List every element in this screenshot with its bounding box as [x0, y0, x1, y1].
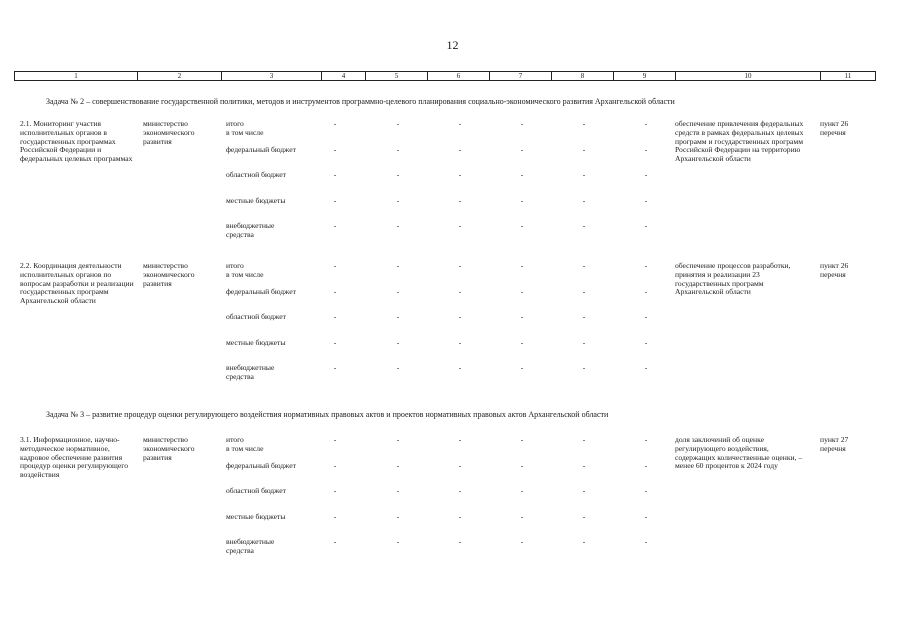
amount-cell: - — [582, 170, 586, 179]
funding-label: внебюджетные средства — [226, 221, 275, 239]
amount-cell: - — [396, 363, 400, 372]
funding-row — [226, 537, 648, 564]
amount-cell: - — [644, 363, 648, 372]
amount-cell: - — [520, 170, 524, 179]
amount-cell: - — [644, 537, 648, 546]
amount-cell: - — [458, 261, 462, 270]
funding-sources — [226, 435, 648, 564]
expected-result: обеспечение привлечения федеральных средств в рамках федеральных целевых программ и государственных программ Российской Федерации на территорию Архангельской области — [675, 119, 804, 164]
amount-cell: - — [520, 312, 524, 321]
amount-cell: - — [396, 337, 400, 347]
amount-cell: - — [520, 537, 524, 546]
amount-cell: - — [458, 363, 462, 372]
funding-label: местные бюджеты — [226, 337, 286, 347]
amount-cell: - — [582, 363, 586, 372]
amount-cell: - — [333, 170, 337, 179]
amount-cell: - — [458, 195, 462, 205]
amount-cell: - — [458, 337, 462, 347]
amount-cell: - — [644, 195, 648, 205]
header-col-1: 1 — [15, 72, 138, 81]
funding-row — [226, 363, 648, 390]
amount-cell: - — [520, 435, 524, 444]
amount-cell: - — [582, 312, 586, 321]
reference: пункт 26 перечня — [820, 119, 849, 137]
amount-cell: - — [333, 144, 337, 154]
amount-cell: - — [333, 337, 337, 347]
funding-label: федеральный бюджет — [226, 144, 296, 154]
activity-name: 2.1. Мониторинг участия исполнительных органов в государственных программах Российской Федерации и федеральных целевых программах — [20, 119, 133, 164]
header-col-4: 4 — [322, 72, 366, 81]
amount-cell: - — [396, 312, 400, 321]
amount-cell: - — [458, 312, 462, 321]
amount-cell: - — [644, 144, 648, 154]
funding-label: итого в том числе — [226, 261, 264, 279]
amount-cell: - — [520, 363, 524, 372]
expected-result: доля заключений об оценке регулирующего воздействия, содержащих количественные оценки, – менее 60 процентов к 2024 году — [675, 435, 803, 471]
funding-label: местные бюджеты — [226, 511, 286, 521]
amount-cell: - — [458, 286, 462, 296]
executor: министерство экономического развития — [143, 119, 195, 146]
activity-name: 3.1. Информационное, научно-методическое нормативное, кадровое обеспечение развития процедур оценки регулирующего воздействия — [20, 435, 128, 480]
reference: пункт 27 перечня — [820, 435, 849, 453]
amount-cell: - — [458, 486, 462, 495]
header-col-11: 11 — [821, 72, 876, 81]
funding-label: областной бюджет — [226, 170, 286, 179]
amount-cell: - — [396, 537, 400, 546]
amount-cell: - — [396, 486, 400, 495]
amount-cell: - — [644, 511, 648, 521]
funding-label: итого в том числе — [226, 435, 264, 453]
amount-cell: - — [458, 511, 462, 521]
funding-row — [226, 119, 648, 146]
amount-cell: - — [582, 144, 586, 154]
executor: министерство экономического развития — [143, 435, 195, 462]
amount-cell: - — [333, 119, 337, 128]
amount-cell: - — [644, 221, 648, 230]
expected-result: обеспечение процессов разработки, принятия и реализации 23 государственных программ Архангельской области — [675, 261, 791, 297]
funding-row — [226, 460, 648, 488]
task-title: Задача № 2 – совершенствование государственной политики, методов и инструментов программно-целевого планирования социально-экономического развития Архангельской области — [46, 97, 675, 106]
amount-cell: - — [396, 221, 400, 230]
amount-cell: - — [333, 460, 337, 470]
amount-cell: - — [396, 119, 400, 128]
amount-cell: - — [333, 435, 337, 444]
amount-cell: - — [644, 486, 648, 495]
funding-label: областной бюджет — [226, 312, 286, 321]
amount-cell: - — [458, 144, 462, 154]
amount-cell: - — [520, 460, 524, 470]
header-col-10: 10 — [676, 72, 821, 81]
header-col-7: 7 — [490, 72, 552, 81]
amount-cell: - — [520, 195, 524, 205]
amount-cell: - — [582, 261, 586, 270]
amount-cell: - — [333, 195, 337, 205]
amount-cell: - — [582, 435, 586, 444]
funding-sources — [226, 119, 648, 248]
funding-row — [226, 435, 648, 462]
amount-cell: - — [396, 460, 400, 470]
amount-cell: - — [458, 435, 462, 444]
funding-row — [226, 170, 648, 197]
activity-name: 2.2. Координация деятельности исполнительных органов по вопросам разработки и реализации государственных программ Архангельской области — [20, 261, 134, 306]
amount-cell: - — [644, 312, 648, 321]
amount-cell: - — [396, 261, 400, 270]
amount-cell: - — [458, 537, 462, 546]
amount-cell: - — [520, 221, 524, 230]
funding-row — [226, 511, 648, 539]
amount-cell: - — [458, 460, 462, 470]
funding-row — [226, 312, 648, 339]
header-col-5: 5 — [366, 72, 428, 81]
amount-cell: - — [582, 486, 586, 495]
funding-row — [226, 286, 648, 314]
amount-cell: - — [333, 261, 337, 270]
amount-cell: - — [333, 363, 337, 372]
amount-cell: - — [520, 511, 524, 521]
amount-cell: - — [644, 337, 648, 347]
amount-cell: - — [396, 435, 400, 444]
header-col-3: 3 — [222, 72, 322, 81]
header-col-2: 2 — [138, 72, 222, 81]
amount-cell: - — [458, 170, 462, 179]
funding-sources — [226, 261, 648, 390]
funding-row — [226, 261, 648, 288]
amount-cell: - — [458, 221, 462, 230]
funding-label: федеральный бюджет — [226, 460, 296, 470]
header-col-9: 9 — [614, 72, 676, 81]
funding-label: внебюджетные средства — [226, 537, 275, 555]
amount-cell: - — [644, 460, 648, 470]
amount-cell: - — [333, 511, 337, 521]
amount-cell: - — [644, 286, 648, 296]
amount-cell: - — [520, 337, 524, 347]
amount-cell: - — [396, 170, 400, 179]
amount-cell: - — [396, 144, 400, 154]
header-col-8: 8 — [552, 72, 614, 81]
amount-cell: - — [333, 286, 337, 296]
amount-cell: - — [582, 511, 586, 521]
amount-cell: - — [644, 170, 648, 179]
reference: пункт 26 перечня — [820, 261, 849, 279]
amount-cell: - — [333, 537, 337, 546]
funding-label: федеральный бюджет — [226, 286, 296, 296]
amount-cell: - — [582, 460, 586, 470]
amount-cell: - — [520, 144, 524, 154]
funding-row — [226, 195, 648, 223]
executor: министерство экономического развития — [143, 261, 195, 288]
funding-row — [226, 486, 648, 513]
funding-label: местные бюджеты — [226, 195, 286, 205]
amount-cell: - — [396, 286, 400, 296]
amount-cell: - — [520, 119, 524, 128]
amount-cell: - — [582, 537, 586, 546]
amount-cell: - — [520, 261, 524, 270]
funding-label: внебюджетные средства — [226, 363, 275, 381]
task-title: Задача № 3 – развитие процедур оценки регулирующего воздействия нормативных правовых актов и проектов нормативных правовых актов Архангельской области — [46, 410, 609, 419]
amount-cell: - — [333, 312, 337, 321]
amount-cell: - — [582, 286, 586, 296]
amount-cell: - — [644, 435, 648, 444]
funding-label: областной бюджет — [226, 486, 286, 495]
funding-row — [226, 144, 648, 172]
amount-cell: - — [396, 511, 400, 521]
amount-cell: - — [458, 119, 462, 128]
amount-cell: - — [333, 221, 337, 230]
funding-row — [226, 221, 648, 248]
amount-cell: - — [644, 119, 648, 128]
funding-label: итого в том числе — [226, 119, 264, 137]
header-col-6: 6 — [428, 72, 490, 81]
amount-cell: - — [582, 195, 586, 205]
amount-cell: - — [520, 486, 524, 495]
amount-cell: - — [333, 486, 337, 495]
amount-cell: - — [582, 337, 586, 347]
amount-cell: - — [396, 195, 400, 205]
page-number: 12 — [446, 38, 459, 52]
amount-cell: - — [644, 261, 648, 270]
amount-cell: - — [582, 221, 586, 230]
amount-cell: - — [582, 119, 586, 128]
funding-row — [226, 337, 648, 365]
column-number-header — [14, 71, 876, 81]
amount-cell: - — [520, 286, 524, 296]
